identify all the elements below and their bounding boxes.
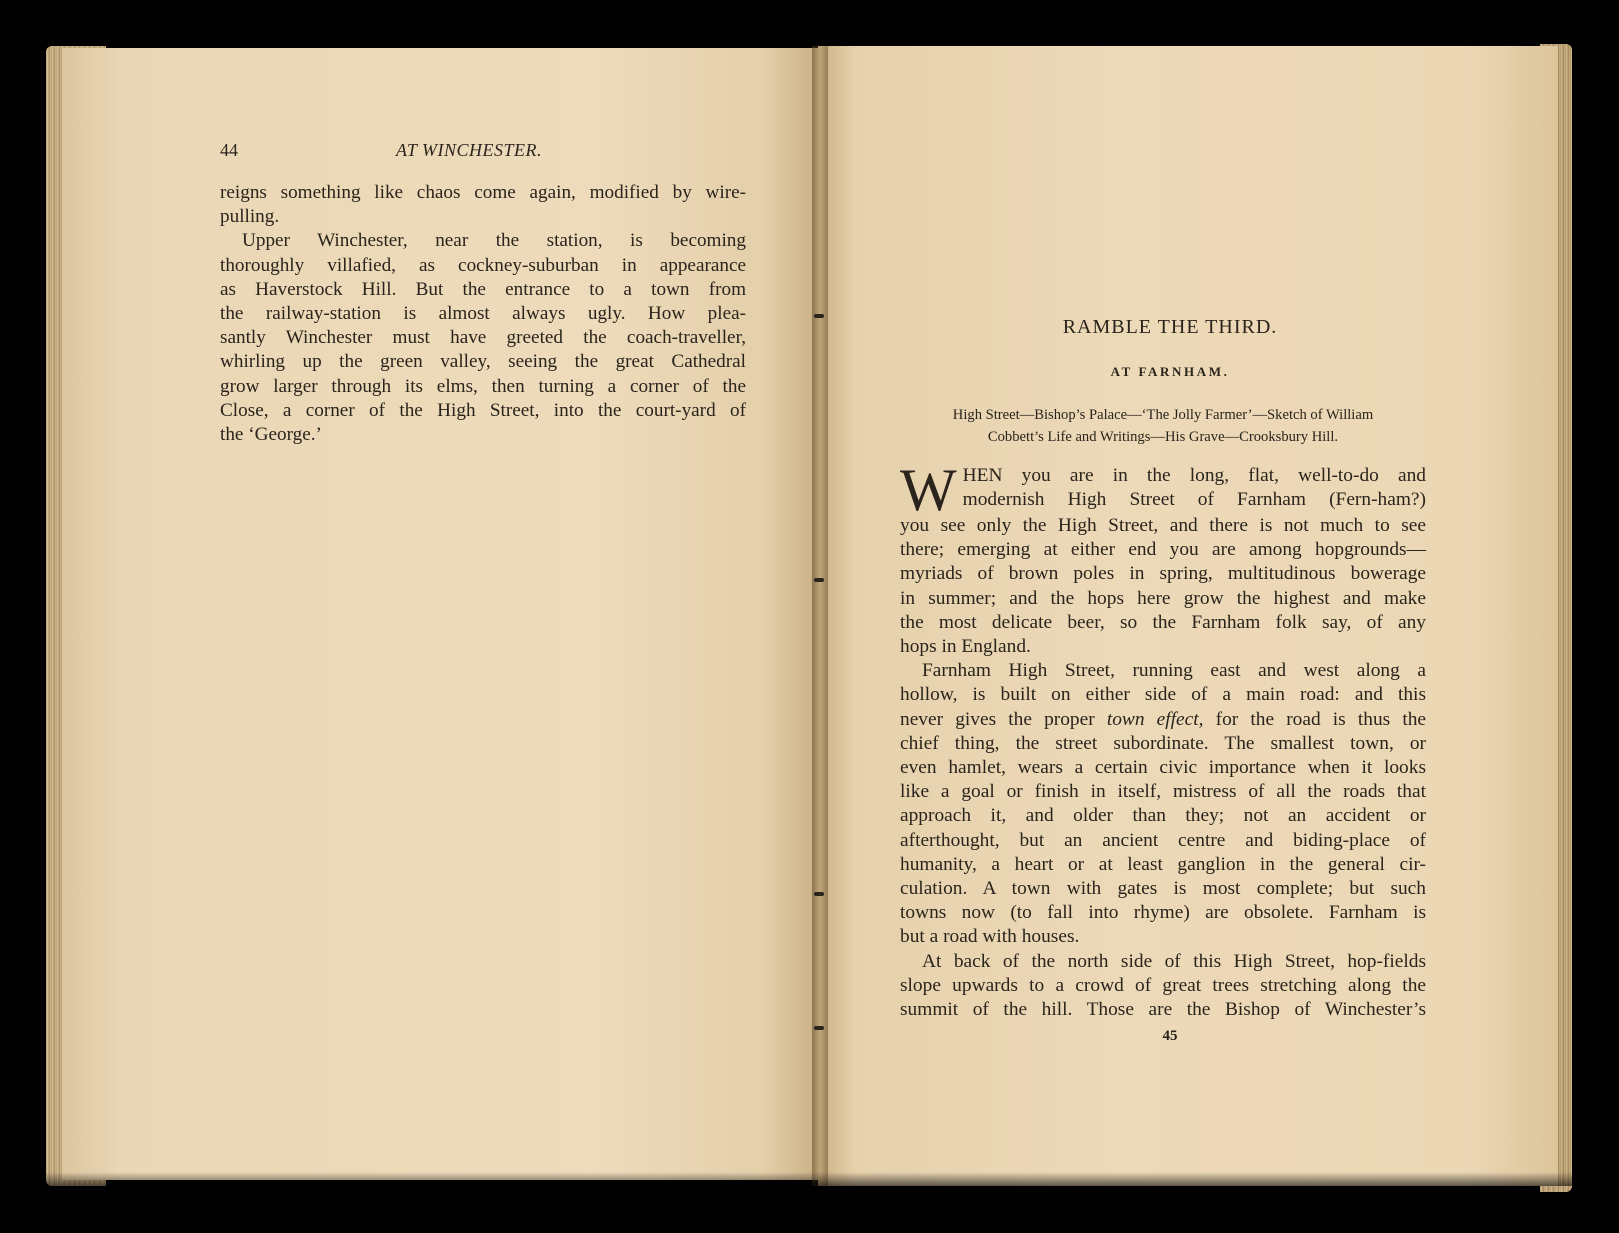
chapter-subtitle: AT FARNHAM. — [1110, 364, 1230, 379]
text-line: humanity, a heart or at least ganglion in the general cir- — [900, 853, 1426, 875]
text-line: towns now (to fall into rhyme) are obsolete. Farnham is — [900, 902, 1426, 924]
right-page-number: 45 — [1162, 1028, 1178, 1044]
text-line: santly Winchester must have greeted the coach-traveller, — [220, 327, 746, 349]
text-line: slope upwards to a crowd of great trees stretching along the — [900, 974, 1426, 996]
text-line: even hamlet, wears a certain civic importance when it looks — [900, 757, 1426, 779]
text-line: the railway-station is almost always ugly. How plea- — [220, 303, 746, 325]
text-line: but a road with houses. — [900, 926, 1080, 948]
text-line: hops in England. — [900, 636, 1031, 658]
binding-thread-mark — [814, 1026, 824, 1030]
text-line: chief thing, the street subordinate. The smallest town, or — [900, 732, 1426, 754]
binding-thread-mark — [814, 314, 824, 318]
text-line: the ‘George.’ — [220, 424, 322, 446]
text-line: Close, a corner of the High Street, into the court-yard of — [220, 399, 746, 421]
text-line — [900, 708, 1426, 732]
text-line: in summer; and the hops here grow the highest and make — [900, 587, 1426, 609]
text-line: pulling. — [220, 206, 280, 228]
running-head: AT WINCHESTER. — [396, 140, 543, 160]
text-line: thoroughly villafied, as cockney-suburban in appearance — [220, 254, 746, 276]
synopsis-line: Cobbett’s Life and Writings—His Grave—Crooksbury Hill. — [987, 429, 1339, 445]
italic-phrase: town effect, — [1106, 708, 1204, 730]
chapter-synopsis — [900, 404, 1426, 448]
text-line: hollow, is built on either side of a main road: and this — [900, 684, 1426, 706]
binding-thread-mark — [814, 578, 824, 582]
text-line: grow larger through its elms, then turning a corner of the — [220, 375, 746, 397]
text-line: afterthought, but an ancient centre and biding-place of — [900, 829, 1426, 851]
left-page-number: 44 — [220, 140, 238, 160]
synopsis-line: High Street—Bishop’s Palace—‘The Jolly Farmer’—Sketch of William — [952, 407, 1374, 423]
drop-cap-paragraph-start — [900, 457, 1426, 523]
chapter-title: RAMBLE THE THIRD. — [1062, 316, 1278, 338]
text-run: for the road is thus the — [1203, 708, 1427, 730]
text-line: summit of the hill. Those are the Bishop of Winchester’s — [900, 999, 1426, 1021]
text-line: Upper Winchester, near the station, is becoming — [242, 230, 746, 252]
text-line: as Haverstock Hill. But the entrance to a town from — [220, 278, 746, 300]
text-line: myriads of brown poles in spring, multitudinous bowerage — [900, 563, 1426, 585]
drop-cap: W — [900, 457, 957, 523]
right-page-body — [900, 457, 1427, 1022]
text-line: Farnham High Street, running east and west along a — [922, 660, 1426, 682]
text-line: whirling up the green valley, seeing the great Cathedral — [220, 351, 746, 373]
book-gutter — [812, 46, 828, 1186]
text-line: reigns something like chaos come again, modified by wire- — [220, 182, 746, 203]
text-line: there; emerging at either end you are among hopgrounds— — [900, 539, 1426, 561]
left-page-body — [220, 181, 746, 447]
binding-thread-mark — [814, 892, 824, 896]
text-line: you see only the High Street, and there is not much to see — [900, 515, 1426, 536]
bottom-edge-shadow — [46, 1172, 1572, 1186]
text-line: At back of the north side of this High Street, hop-fields — [922, 950, 1426, 972]
text-run: never gives the proper — [900, 708, 1107, 730]
text-line: HEN you are in the long, flat, well-to-do and — [962, 465, 1426, 486]
text-line: approach it, and older than they; not an accident or — [900, 805, 1426, 827]
text-line: the most delicate beer, so the Farnham folk say, of any — [900, 611, 1426, 633]
text-line: modernish High Street of Farnham (Fern-ham?) — [962, 489, 1426, 511]
text-line: culation. A town with gates is most complete; but such — [900, 878, 1426, 900]
text-line: like a goal or finish in itself, mistress of all the roads that — [900, 781, 1426, 803]
